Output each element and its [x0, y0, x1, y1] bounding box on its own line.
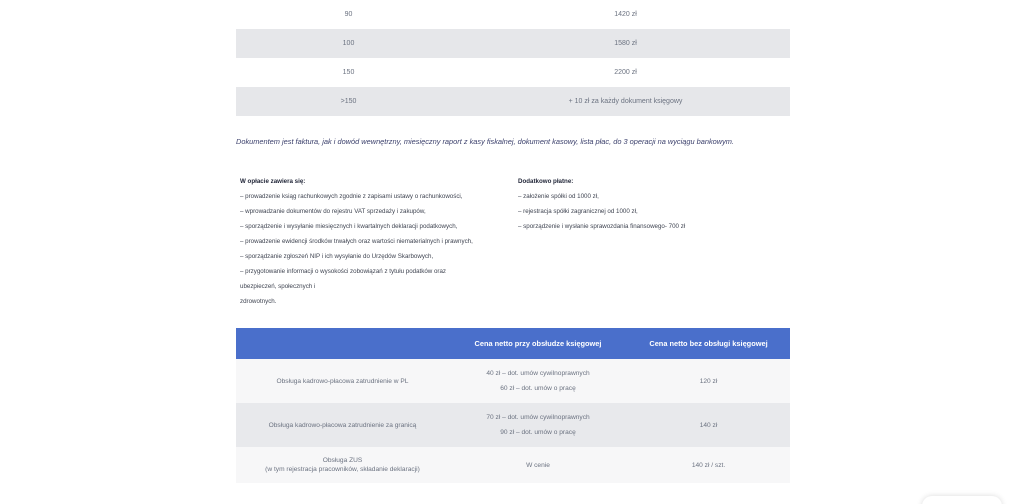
- chat-widget-button[interactable]: [922, 496, 1002, 504]
- price-line: 70 zł – dot. umów cywilnoprawnych: [486, 414, 590, 421]
- list-item: – sporządzenie i wysłanie sprawozdania finansowego- 700 zł: [518, 223, 686, 230]
- list-item: ubezpieczeń, społecznych i: [240, 283, 316, 290]
- document-definition-note: Dokumentem jest faktura, jak i dowód wewnętrzny, miesięczny raport z kasy fiskalnej, dokument kasowy, lista płac, do 3 operacji na wyciągu bankowym.: [236, 137, 734, 146]
- list-item: – wprowadzanie dokumentów do rejestru VAT sprzedaży i zakupów,: [240, 208, 426, 215]
- price: 1420 zł: [614, 11, 637, 18]
- price: + 10 zł za każdy dokument księgowy: [568, 98, 683, 105]
- table-row: [236, 87, 790, 116]
- table-row: [236, 403, 790, 447]
- price: 2200 zł: [614, 69, 637, 76]
- service-line: (w tym rejestracja pracowników, składanie deklaracji): [265, 466, 420, 473]
- price-with-accounting: [449, 366, 627, 396]
- price: 1580 zł: [614, 40, 637, 47]
- list-item: – rejestracja spółki zagranicznej od 1000 zł,: [518, 208, 638, 215]
- payroll-price-table: [236, 328, 790, 483]
- header-with-accounting: Cena netto przy obsłudze księgowej: [474, 339, 602, 348]
- price-without-accounting: 120 zł: [699, 377, 718, 385]
- included-heading: W opłacie zawiera się:: [240, 178, 306, 185]
- table-row: [236, 447, 790, 483]
- list-item: zdrowotnych.: [240, 298, 277, 305]
- table-row: [236, 359, 790, 403]
- document-count: >150: [340, 98, 357, 105]
- document-count: 90: [344, 11, 353, 18]
- price-line: 60 zł – dot. umów o pracę: [500, 385, 576, 392]
- service-name: [236, 456, 449, 474]
- list-item: – przygotowanie informacji o wysokości zobowiązań z tytułu podatków oraz: [240, 268, 447, 275]
- table-header: [236, 328, 790, 359]
- extra-heading: Dodatkowo płatne:: [518, 178, 574, 185]
- price-without-accounting: 140 zł / szt.: [691, 461, 726, 469]
- document-count: 150: [342, 69, 355, 76]
- included-services: [240, 174, 510, 309]
- table-row: [236, 0, 790, 29]
- service-name: Obsługa kadrowo-płacowa zatrudnienie za granicą: [268, 421, 417, 429]
- service-name: Obsługa kadrowo-płacowa zatrudnienie w PL: [276, 377, 409, 385]
- price-table: [236, 0, 790, 116]
- price-with-accounting: [449, 410, 627, 440]
- list-item: – sporządzenie i wysyłanie miesięcznych i kwartalnych deklaracji podatkowych,: [240, 223, 458, 230]
- list-item: – prowadzenie ksiąg rachunkowych zgodnie z zapisami ustawy o rachunkowości,: [240, 193, 463, 200]
- list-item: – prowadzenie ewidencji środków trwałych oraz wartości niematerialnych i prawnych,: [240, 238, 473, 245]
- service-line: Obsługa ZUS: [322, 457, 363, 464]
- price-with-accounting: W cenie: [526, 461, 550, 469]
- price-line: 90 zł – dot. umów o pracę: [500, 429, 576, 436]
- price-without-accounting: 140 zł: [699, 421, 718, 429]
- table-row: [236, 29, 790, 58]
- table-row: [236, 58, 790, 87]
- list-item: – założenie spółki od 1000 zł,: [518, 193, 599, 200]
- price-line: 40 zł – dot. umów cywilnoprawnych: [486, 370, 590, 377]
- header-without-accounting: Cena netto bez obsługi księgowej: [649, 339, 768, 348]
- extra-paid-services: [518, 174, 768, 234]
- document-count: 100: [342, 40, 355, 47]
- list-item: – sporządzanie zgłoszeń NIP i ich wysyłanie do Urzędów Skarbowych,: [240, 253, 434, 260]
